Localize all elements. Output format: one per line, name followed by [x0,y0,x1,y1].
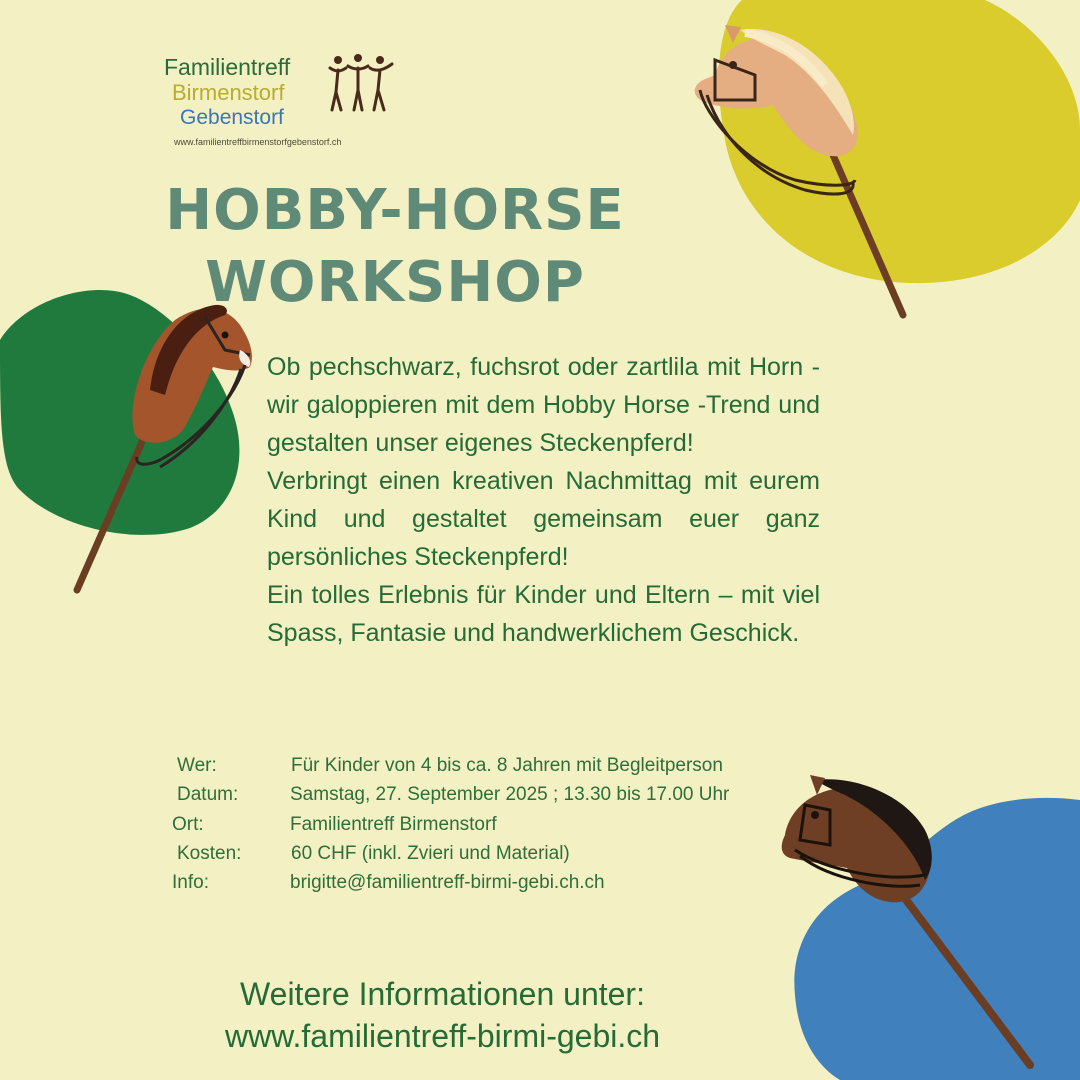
detail-value: Für Kinder von 4 bis ca. 8 Jahren mit Begleitperson [291,755,723,776]
detail-value: Familientreff Birmenstorf [290,814,497,835]
description-paragraph-2: Verbringt einen kreativen Nachmittag mit eurem Kind und gestaltet gemeinsam euer ganz persönliches Steckenpferd! [267,467,820,571]
detail-label: Info: [172,872,209,893]
chestnut-hobby-horse [65,295,265,605]
detail-value: Samstag, 27. September 2025 ; 13.30 bis 17.00 Uhr [290,784,730,805]
people-logo-icon [328,52,394,114]
detail-label: Ort: [172,814,204,835]
description-paragraph-1: Ob pechschwarz, fuchsrot oder zartlila mit Horn - wir galoppieren mit dem Hobby Horse -Trend und gestalten unser eigenes Steckenpferd! [267,353,820,457]
detail-label: Kosten: [177,843,242,864]
detail-value: 60 CHF (inkl. Zvieri und Material) [291,843,570,864]
page-title-line2: WORKSHOP [205,250,585,315]
footer-more-info: Weitere Informationen unter: [240,976,645,1012]
description-paragraph-3: Ein tolles Erlebnis für Kinder und Eltern – mit viel Spass, Fantasie und handwerklichem Geschick. [267,581,820,647]
detail-label: Wer: [177,755,217,776]
detail-email[interactable]: brigitte@familientreff-birmi-gebi.ch.ch [290,872,605,893]
logo-url: www.familientreffbirmenstorfgebenstorf.ch [174,137,342,147]
footer-website-link[interactable]: www.familientreff-birmi-gebi.ch [224,1018,661,1054]
palomino-hobby-horse [685,15,925,325]
logo-text-familientreff: Familientreff [164,54,291,80]
description [267,348,820,652]
logo-text-birmenstorf: Birmenstorf [172,80,285,105]
detail-label: Datum: [177,784,239,805]
page-title-line1: HOBBY-HORSE [165,178,625,243]
logo-text-gebenstorf: Gebenstorf [180,106,284,129]
dark-bay-hobby-horse [775,770,1045,1080]
